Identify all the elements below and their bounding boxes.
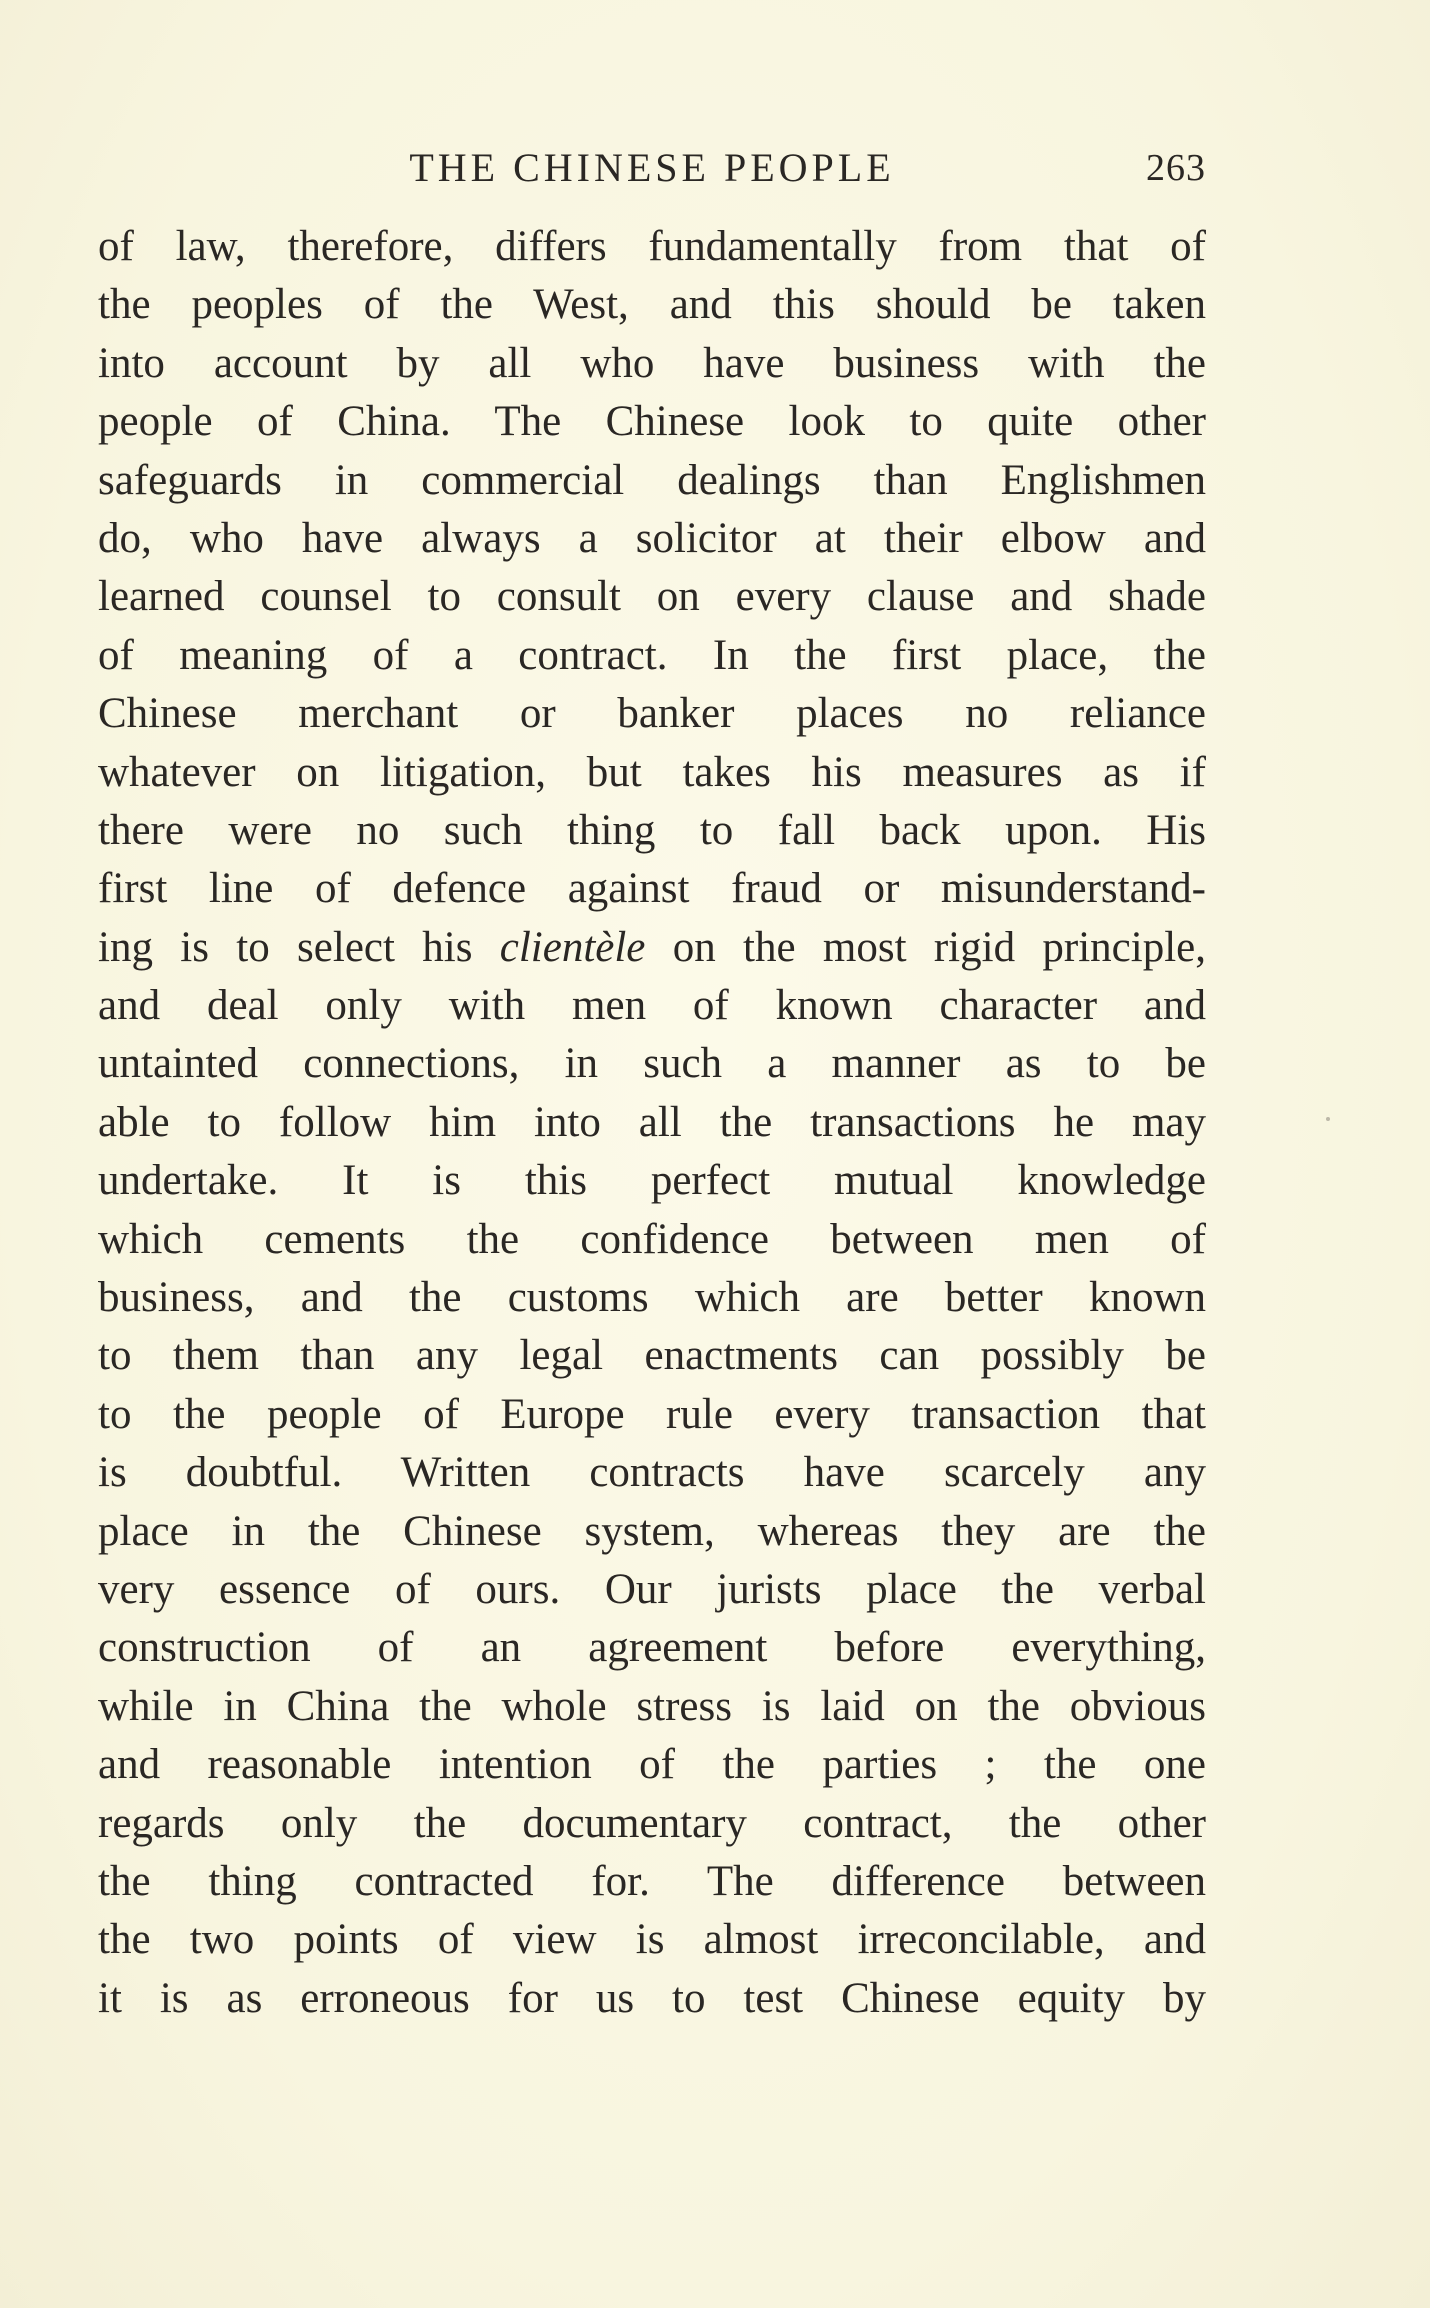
text-line: the two points of view is almost irreconcilable, and — [98, 1916, 1206, 1964]
body-text — [98, 218, 1206, 2028]
text-line: whatever on litigation, but takes his measures as if — [98, 748, 1206, 796]
text-line: of meaning of a contract. In the first place, the — [98, 631, 1206, 679]
text-line: undertake. It is this perfect mutual knowledge — [98, 1157, 1206, 1205]
running-header — [98, 143, 1206, 193]
text-line: while in China the whole stress is laid on the obvious — [98, 1682, 1206, 1730]
running-title: THE CHINESE PEOPLE — [409, 145, 895, 190]
text-line: which cements the confidence between men of — [98, 1215, 1206, 1263]
text-line: people of China. The Chinese look to quite other — [98, 398, 1206, 446]
text-line: Chinese merchant or banker places no reliance — [98, 690, 1206, 738]
text-line: and deal only with men of known character and — [98, 982, 1206, 1030]
text-line: business, and the customs which are better known — [98, 1274, 1206, 1322]
text-line: there were no such thing to fall back upon. His — [98, 806, 1206, 854]
text-line: it is as erroneous for us to test Chinese equity by — [98, 1974, 1206, 2022]
text-line: safeguards in commercial dealings than Englishmen — [98, 456, 1206, 504]
text-line: to the people of Europe rule every transaction that — [98, 1390, 1206, 1438]
text-line-with-italic: ing is to select his clientèle on the most rigid principle, — [98, 923, 1206, 971]
text-line: learned counsel to consult on every clause and shade — [98, 573, 1206, 621]
text-line: of law, therefore, differs fundamentally from that of — [98, 223, 1206, 270]
text-line: very essence of ours. Our jurists place the verbal — [98, 1565, 1206, 1613]
text-line: do, who have always a solicitor at their elbow and — [98, 514, 1206, 562]
text-line: the peoples of the West, and this should be taken — [98, 281, 1206, 329]
text-line: is doubtful. Written contracts have scarcely any — [98, 1449, 1206, 1497]
text-line: the thing contracted for. The difference between — [98, 1857, 1206, 1905]
italic-word: clientèle — [499, 923, 646, 971]
text-line: construction of an agreement before everything, — [98, 1624, 1206, 1672]
text-line: untainted connections, in such a manner as to be — [98, 1040, 1206, 1088]
text-line: and reasonable intention of the parties ; the one — [98, 1741, 1206, 1789]
text-line: first line of defence against fraud or misunderstand- — [98, 865, 1206, 913]
text-line: place in the Chinese system, whereas they are the — [98, 1507, 1206, 1555]
text-line: into account by all who have business with the — [98, 339, 1206, 387]
text-line: to them than any legal enactments can possibly be — [98, 1332, 1206, 1380]
text-line: regards only the documentary contract, the other — [98, 1799, 1206, 1847]
paper-speck — [1326, 1117, 1330, 1121]
text-line: able to follow him into all the transactions he may — [98, 1098, 1206, 1146]
page-number: 263 — [1146, 147, 1206, 189]
